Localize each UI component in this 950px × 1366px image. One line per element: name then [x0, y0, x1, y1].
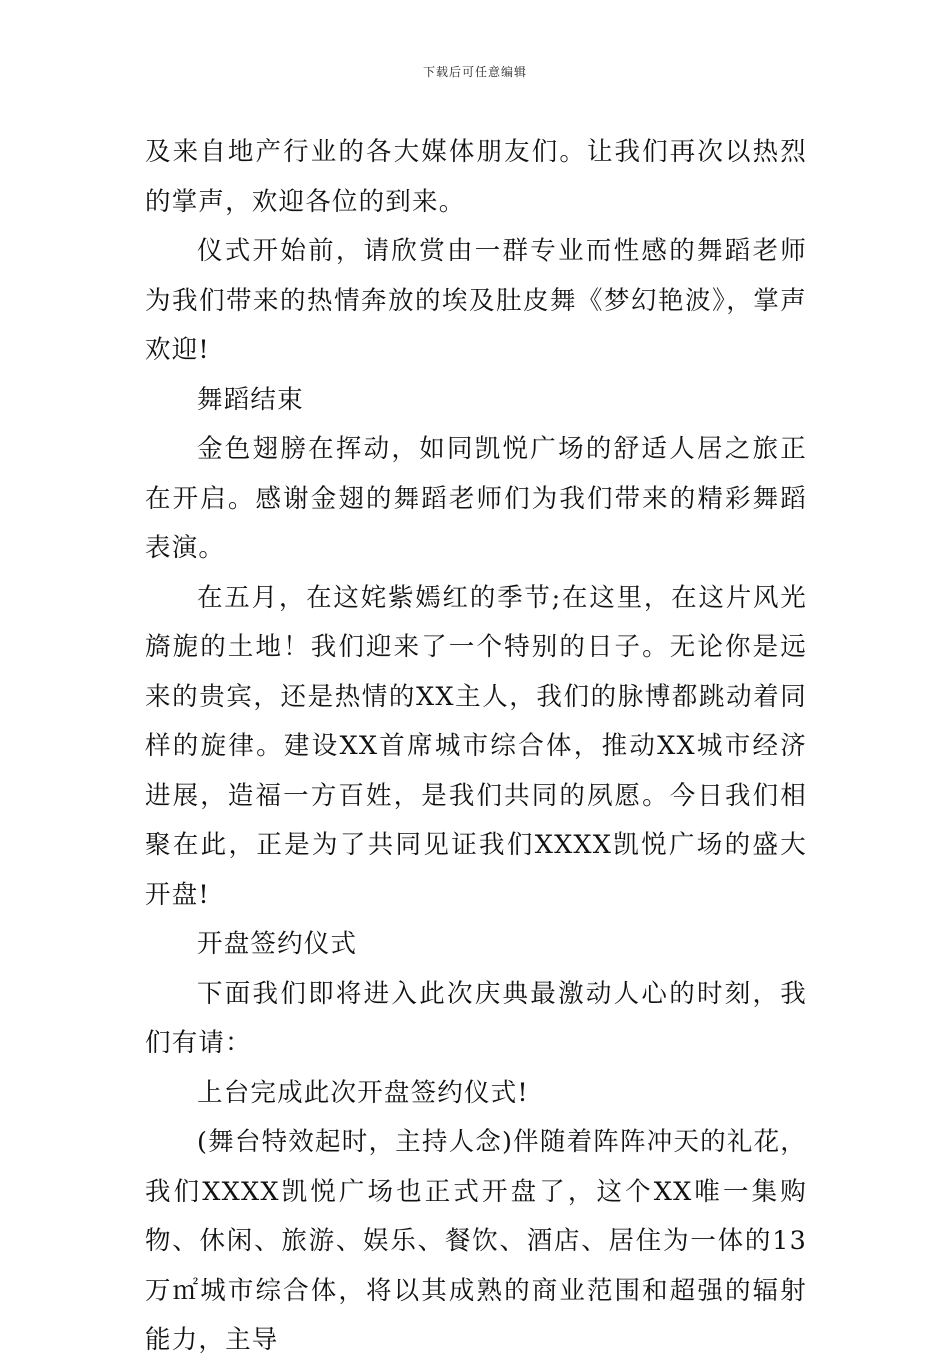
- paragraph-1: 及来自地产行业的各大媒体朋友们。让我们再次以热烈的掌声，欢迎各位的到来。: [145, 137, 807, 217]
- paragraph-3: 金色翅膀在挥动，如同凯悦广场的舒适人居之旅正在开启。感谢金翅的舞蹈老师们为我们带来的精彩舞蹈表演。: [145, 434, 807, 563]
- paragraph-4: 在五月，在这姹紫嫣红的季节;在这里，在这片风光旖旎的土地！我们迎来了一个特别的日子。无论你是远来的贵宾，还是热情的XX主人，我们的脉博都跳动着同样的旋律。建设XX首席城市综合体，推动XX城市经济进展，造福一方百姓，是我们共同的夙愿。今日我们相聚在此，正是为了共同见证我们XXXX凯悦广场的盛大开盘!: [145, 582, 807, 910]
- section-heading-signing: 开盘签约仪式: [197, 929, 358, 959]
- document-body: [145, 128, 807, 1366]
- paragraph-6: 上台完成此次开盘签约仪式!: [197, 1077, 529, 1108]
- paragraph-7: (舞台特效起时，主持人念)伴随着阵阵冲天的礼花，我们XXXX凯悦广场也正式开盘了，这个XX唯一集购物、休闲、旅游、娱乐、餐饮、酒店、居住为一体的13万㎡城市综合体，将以其成熟的商业范围和超强的辐射能力，主导: [145, 1127, 807, 1355]
- header-note: 下载后可任意编辑: [422, 65, 527, 79]
- paragraph-2: 仪式开始前，请欣赏由一群专业而性感的舞蹈老师为我们带来的热情奔放的埃及肚皮舞《梦幻艳波》，掌声欢迎!: [145, 236, 807, 365]
- paragraph-5: 下面我们即将进入此次庆典最激动人心的时刻，我们有请：: [145, 978, 807, 1058]
- section-heading-dance-end: 舞蹈结束: [197, 384, 304, 415]
